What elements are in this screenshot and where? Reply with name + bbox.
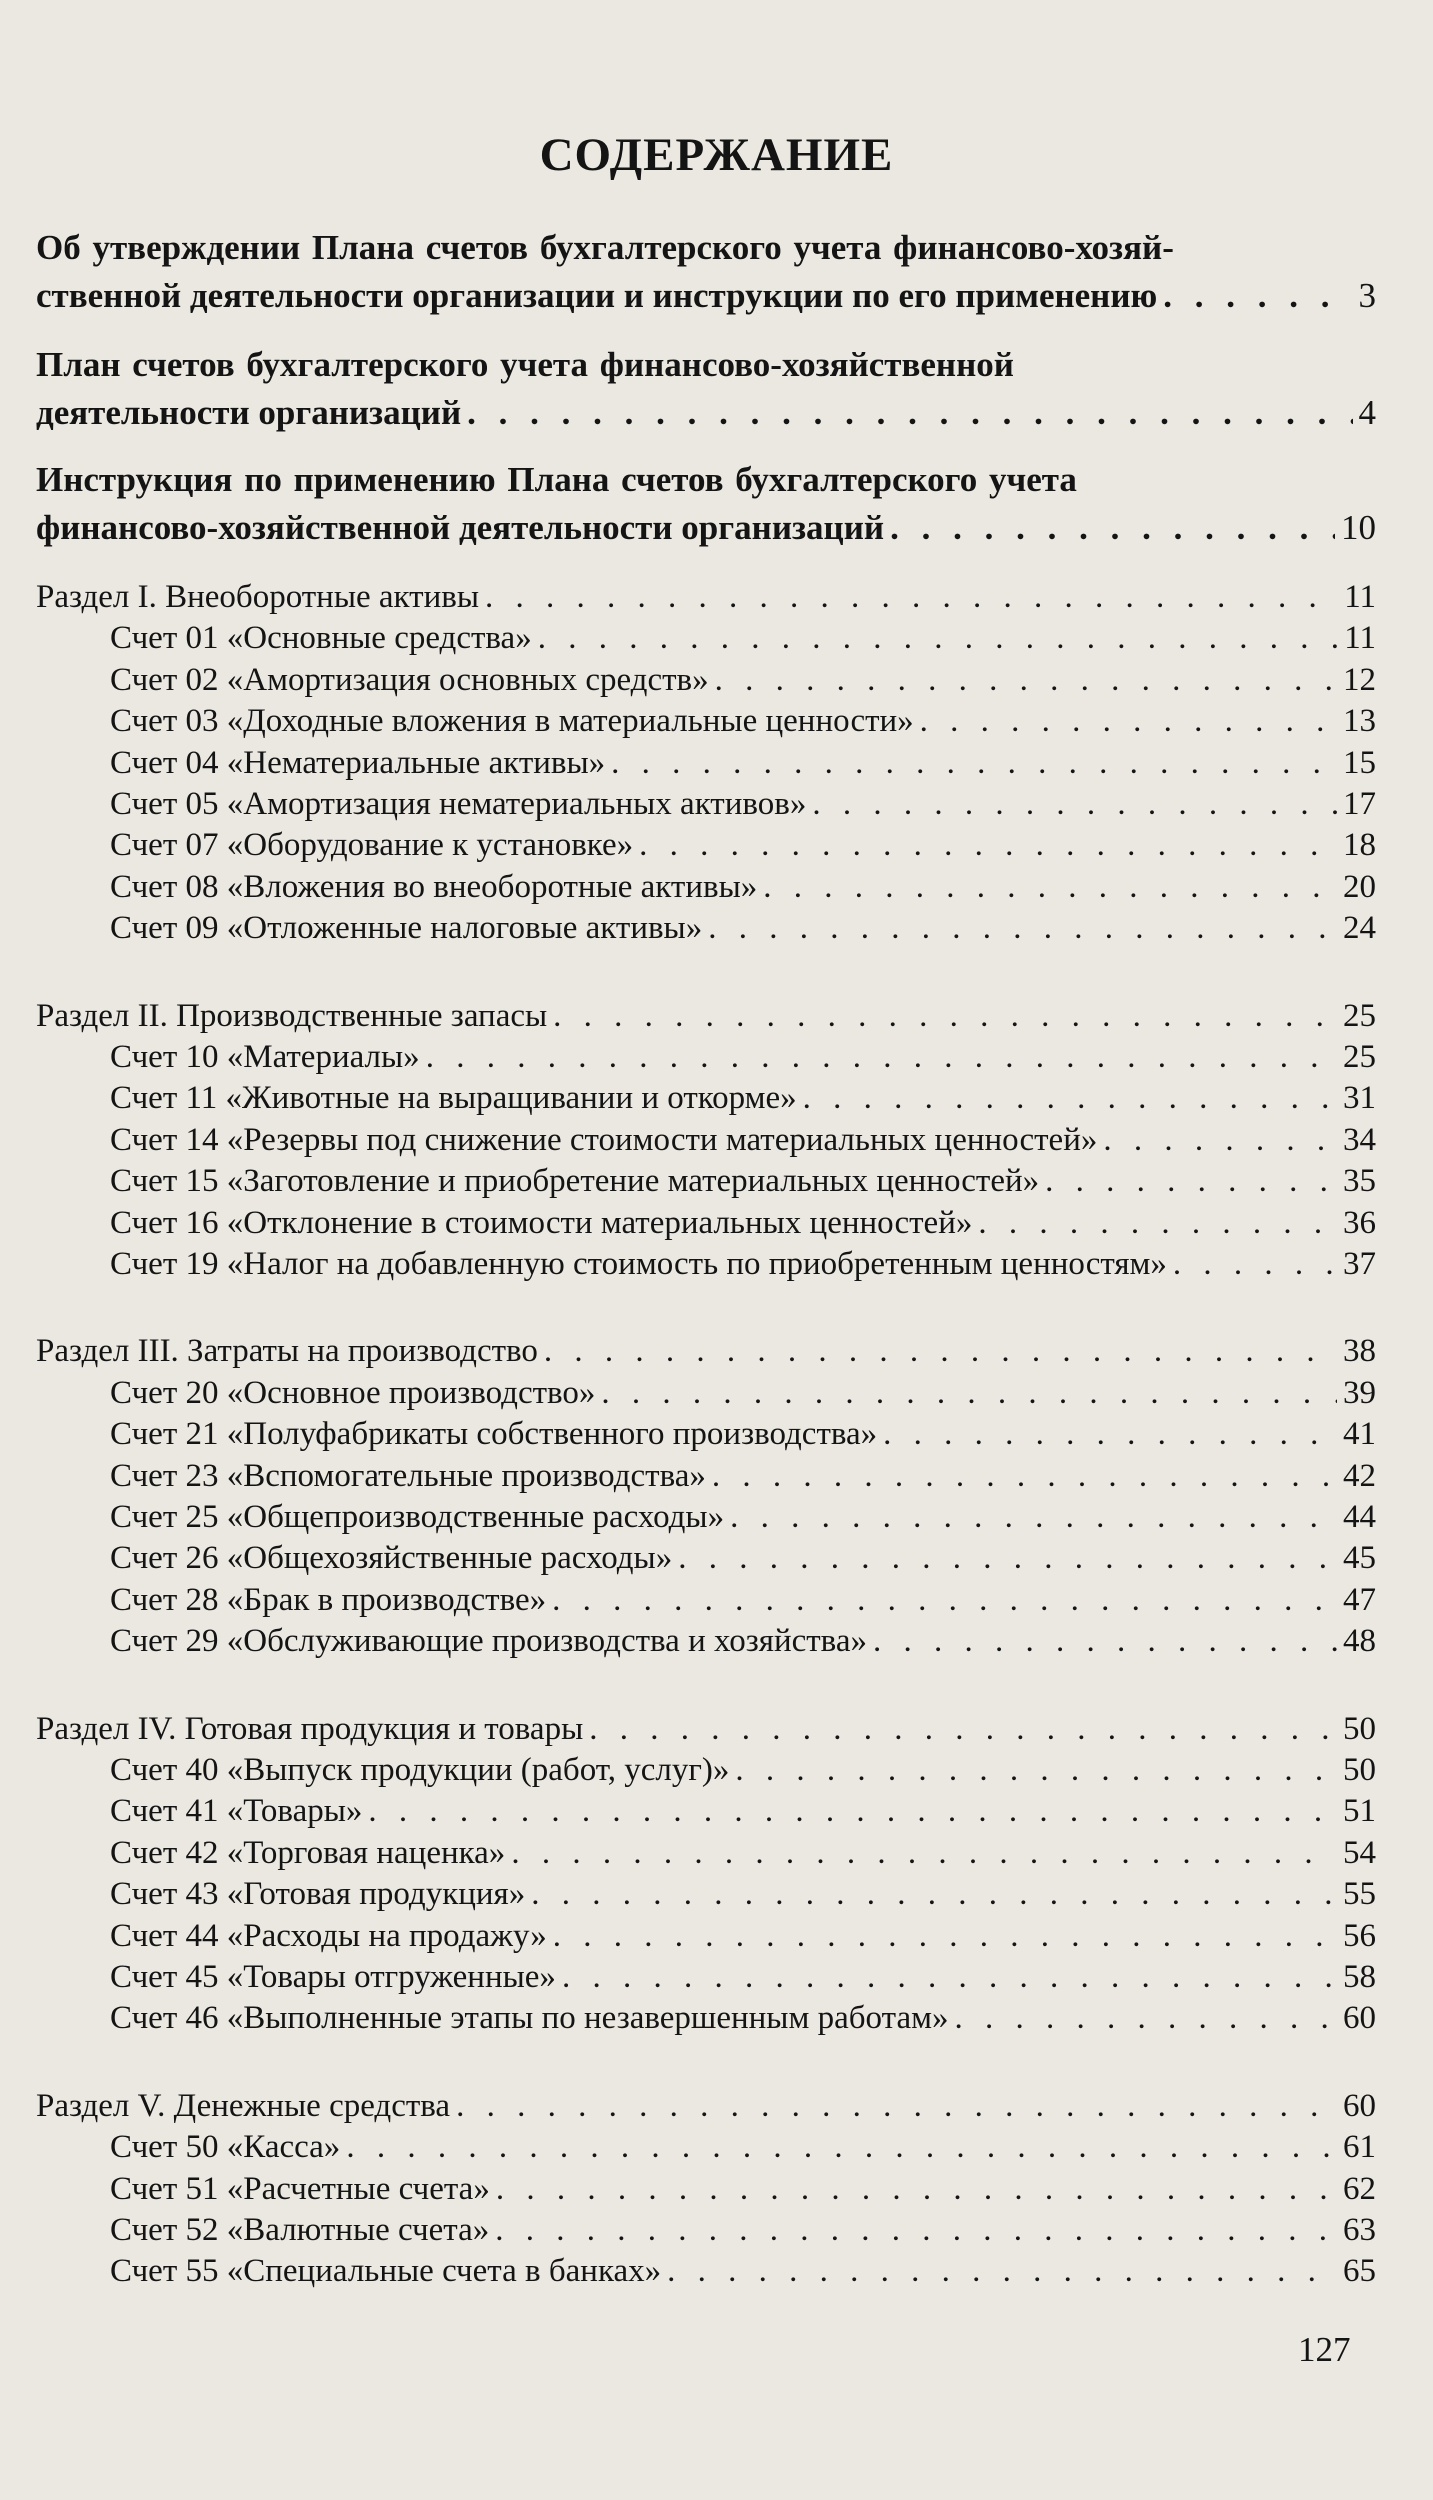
leader-dots xyxy=(1163,276,1352,316)
account-title: Счет 05 «Амортизация нематериальных активов» xyxy=(110,786,807,822)
leader-dots xyxy=(553,995,1337,1037)
section-title: Раздел I. Внеоборотные активы xyxy=(36,579,479,615)
leader-dots xyxy=(456,2085,1337,2127)
account-page: 58 xyxy=(1343,1959,1376,1995)
account-entry[interactable] xyxy=(110,1620,1376,1662)
account-page: 20 xyxy=(1343,868,1376,905)
leader-dots xyxy=(485,576,1338,618)
account-title: Счет 46 «Выполненные этапы по незавершенным работам» xyxy=(110,2000,949,2037)
leader-dots xyxy=(763,866,1337,908)
leader-dots xyxy=(552,1579,1337,1621)
leader-dots xyxy=(368,1790,1337,1832)
leader-dots xyxy=(715,659,1337,701)
intro-entry-page: 4 xyxy=(1358,393,1376,432)
account-entry[interactable] xyxy=(110,1832,1376,1874)
account-page: 61 xyxy=(1343,2129,1376,2166)
intro-entry-line1: Об утверждении Плана счетов бухгалтерского учета финансово-хозяй- xyxy=(36,228,1174,267)
account-title: Счет 55 «Специальные счета в банках» xyxy=(110,2253,662,2290)
account-title: Счет 09 «Отложенные налоговые активы» xyxy=(110,910,703,947)
intro-entry-line2-text: ственной деятельности организации и инструкции по его применению xyxy=(36,276,1158,315)
account-entry[interactable] xyxy=(110,1956,1376,1998)
account-page: 62 xyxy=(1343,2170,1376,2207)
account-entry[interactable] xyxy=(110,1997,1376,2039)
intro-entry-line2 xyxy=(36,276,1376,316)
account-title: Счет 45 «Товары отгруженные» xyxy=(110,1959,556,1995)
section-heading[interactable] xyxy=(36,1708,1376,1750)
leader-dots xyxy=(978,1202,1337,1244)
account-entry[interactable] xyxy=(110,1749,1376,1791)
account-entry[interactable] xyxy=(110,1202,1376,1244)
account-title: Счет 03 «Доходные вложения в материальные ценности» xyxy=(110,703,914,740)
account-title: Счет 42 «Торговая наценка» xyxy=(110,1834,506,1871)
leader-dots xyxy=(346,2126,1337,2168)
account-title: Счет 11 «Животные на выращивании и откорме» xyxy=(110,1080,797,1117)
account-page: 55 xyxy=(1343,1876,1376,1913)
page-number: 127 xyxy=(1298,2330,1351,2369)
leader-dots xyxy=(954,1997,1337,2039)
leader-dots xyxy=(562,1956,1337,1998)
account-page: 31 xyxy=(1343,1080,1376,1117)
account-title: Счет 29 «Обслуживающие производства и хозяйства» xyxy=(110,1623,867,1660)
leader-dots xyxy=(1103,1119,1337,1161)
section-title: Раздел II. Производственные запасы xyxy=(36,997,548,1034)
account-entry[interactable] xyxy=(110,1372,1376,1414)
intro-entry-page: 3 xyxy=(1358,276,1376,315)
section-title: Раздел IV. Готовая продукция и товары xyxy=(36,1710,584,1747)
leader-dots xyxy=(678,1537,1337,1579)
account-entry[interactable] xyxy=(110,1243,1376,1285)
account-title: Счет 52 «Валютные счета» xyxy=(110,2212,490,2248)
account-page: 11 xyxy=(1344,620,1376,657)
account-page: 41 xyxy=(1343,1416,1376,1453)
account-title: Счет 21 «Полуфабрикаты собственного производства» xyxy=(110,1416,878,1453)
account-title: Счет 19 «Налог на добавленную стоимость по приобретенным ценностям» xyxy=(110,1246,1167,1282)
leader-dots xyxy=(639,824,1337,866)
account-title: Счет 28 «Брак в производстве» xyxy=(110,1581,547,1618)
account-title: Счет 43 «Готовая продукция» xyxy=(110,1876,526,1913)
leader-dots xyxy=(589,1708,1337,1750)
account-page: 44 xyxy=(1343,1499,1376,1535)
account-title: Счет 20 «Основное производство» xyxy=(110,1374,596,1411)
account-title: Счет 02 «Амортизация основных средств» xyxy=(110,661,709,698)
account-entry[interactable] xyxy=(110,1790,1376,1832)
account-page: 48 xyxy=(1343,1623,1376,1660)
leader-dots xyxy=(708,907,1337,949)
account-title: Счет 26 «Общехозяйственные расходы» xyxy=(110,1540,673,1577)
account-page: 35 xyxy=(1343,1163,1376,1200)
account-entry[interactable] xyxy=(110,2250,1376,2292)
account-title: Счет 04 «Нематериальные активы» xyxy=(110,744,606,781)
account-entry[interactable] xyxy=(110,824,1376,866)
leader-dots xyxy=(511,1832,1337,1874)
account-page: 25 xyxy=(1343,1039,1376,1075)
leader-dots xyxy=(495,2209,1337,2251)
account-title: Счет 15 «Заготовление и приобретение материальных ценностей» xyxy=(110,1163,1040,1200)
account-entry[interactable] xyxy=(110,1119,1376,1161)
leader-dots xyxy=(553,1915,1337,1957)
leader-dots xyxy=(467,393,1352,433)
account-entry[interactable] xyxy=(110,1496,1376,1538)
account-title: Счет 01 «Основные средства» xyxy=(110,620,532,657)
account-title: Счет 40 «Выпуск продукции (работ, услуг)» xyxy=(110,1752,730,1788)
account-page: 56 xyxy=(1343,1917,1376,1954)
account-page: 17 xyxy=(1343,786,1376,822)
account-page: 51 xyxy=(1343,1793,1376,1830)
leader-dots xyxy=(803,1077,1337,1119)
account-page: 45 xyxy=(1343,1540,1376,1577)
account-page: 18 xyxy=(1343,827,1376,864)
section-page: 38 xyxy=(1343,1333,1376,1370)
leader-dots xyxy=(426,1036,1337,1078)
account-entry[interactable] xyxy=(110,1036,1376,1078)
account-entry[interactable] xyxy=(110,1915,1376,1957)
leader-dots xyxy=(873,1620,1337,1662)
section-page: 60 xyxy=(1343,2087,1376,2124)
leader-dots xyxy=(712,1455,1337,1497)
leader-dots xyxy=(883,1413,1337,1455)
account-entry[interactable] xyxy=(110,907,1376,949)
leader-dots xyxy=(1045,1160,1337,1202)
section-heading[interactable] xyxy=(36,576,1376,618)
section-heading[interactable] xyxy=(36,1330,1376,1372)
intro-entry-line2-text: финансово-хозяйственной деятельности организаций xyxy=(36,508,885,547)
leader-dots xyxy=(812,783,1337,825)
account-entry[interactable] xyxy=(110,1413,1376,1455)
account-entry[interactable] xyxy=(110,1077,1376,1119)
account-page: 34 xyxy=(1343,1121,1376,1158)
account-entry[interactable] xyxy=(110,2126,1376,2168)
section-heading[interactable] xyxy=(36,2085,1376,2127)
leader-dots xyxy=(735,1749,1337,1791)
account-entry[interactable] xyxy=(110,659,1376,701)
account-entry[interactable] xyxy=(110,2209,1376,2251)
intro-entry-line1: План счетов бухгалтерского учета финансово-хозяйственной xyxy=(36,345,1014,384)
leader-dots xyxy=(544,1330,1337,1372)
leader-dots xyxy=(730,1496,1337,1538)
section-heading[interactable] xyxy=(36,995,1376,1037)
account-page: 47 xyxy=(1343,1581,1376,1618)
intro-entry-line2-text: деятельности организаций xyxy=(36,393,462,432)
account-entry[interactable] xyxy=(110,1455,1376,1497)
leader-dots xyxy=(920,700,1337,742)
leader-dots xyxy=(667,2250,1337,2292)
leader-dots xyxy=(890,508,1335,548)
section-title: Раздел V. Денежные средства xyxy=(36,2087,451,2124)
leader-dots xyxy=(611,742,1337,784)
intro-entry-line2 xyxy=(36,393,1376,433)
section-title: Раздел III. Затраты на производство xyxy=(36,1333,538,1370)
section-page: 25 xyxy=(1343,997,1376,1034)
leader-dots xyxy=(601,1372,1337,1414)
account-entry[interactable] xyxy=(110,2168,1376,2210)
leader-dots xyxy=(531,1873,1337,1915)
intro-entry-line1: Инструкция по применению Плана счетов бухгалтерского учета xyxy=(36,460,1077,499)
account-page: 15 xyxy=(1343,744,1376,781)
account-title: Счет 51 «Расчетные счета» xyxy=(110,2170,490,2207)
account-page: 60 xyxy=(1343,2000,1376,2037)
account-title: Счет 25 «Общепроизводственные расходы» xyxy=(110,1499,725,1535)
account-entry[interactable] xyxy=(110,866,1376,908)
leader-dots xyxy=(496,2168,1337,2210)
account-title: Счет 16 «Отклонение в стоимости материальных ценностей» xyxy=(110,1204,973,1241)
account-page: 50 xyxy=(1343,1752,1376,1788)
account-page: 63 xyxy=(1343,2212,1376,2248)
section-page: 50 xyxy=(1343,1710,1376,1747)
account-entry[interactable] xyxy=(110,700,1376,742)
account-page: 36 xyxy=(1343,1204,1376,1241)
account-page: 24 xyxy=(1343,910,1376,947)
account-page: 54 xyxy=(1343,1834,1376,1871)
account-title: Счет 50 «Касса» xyxy=(110,2129,341,2166)
account-title: Счет 14 «Резервы под снижение стоимости материальных ценностей» xyxy=(110,1121,1098,1158)
account-entry[interactable] xyxy=(110,783,1376,825)
account-page: 13 xyxy=(1343,703,1376,740)
account-title: Счет 41 «Товары» xyxy=(110,1793,363,1830)
account-entry[interactable] xyxy=(110,742,1376,784)
account-page: 42 xyxy=(1343,1457,1376,1494)
account-entry[interactable] xyxy=(110,617,1376,659)
account-entry[interactable] xyxy=(110,1873,1376,1915)
account-entry[interactable] xyxy=(110,1160,1376,1202)
intro-entry-page: 10 xyxy=(1341,508,1376,547)
account-title: Счет 10 «Материалы» xyxy=(110,1039,420,1075)
page-title: СОДЕРЖАНИЕ xyxy=(539,129,894,181)
section-page: 11 xyxy=(1344,579,1376,615)
account-page: 37 xyxy=(1343,1246,1376,1282)
account-page: 65 xyxy=(1343,2253,1376,2290)
leader-dots xyxy=(538,617,1339,659)
intro-entry-line2 xyxy=(36,508,1376,548)
account-title: Счет 08 «Вложения во внеоборотные активы» xyxy=(110,868,758,905)
account-title: Счет 07 «Оборудование к установке» xyxy=(110,827,634,864)
account-title: Счет 44 «Расходы на продажу» xyxy=(110,1917,547,1954)
leader-dots xyxy=(1173,1243,1337,1285)
account-entry[interactable] xyxy=(110,1537,1376,1579)
account-page: 39 xyxy=(1343,1374,1376,1411)
account-entry[interactable] xyxy=(110,1579,1376,1621)
account-page: 12 xyxy=(1343,661,1376,698)
account-title: Счет 23 «Вспомогательные производства» xyxy=(110,1457,706,1494)
